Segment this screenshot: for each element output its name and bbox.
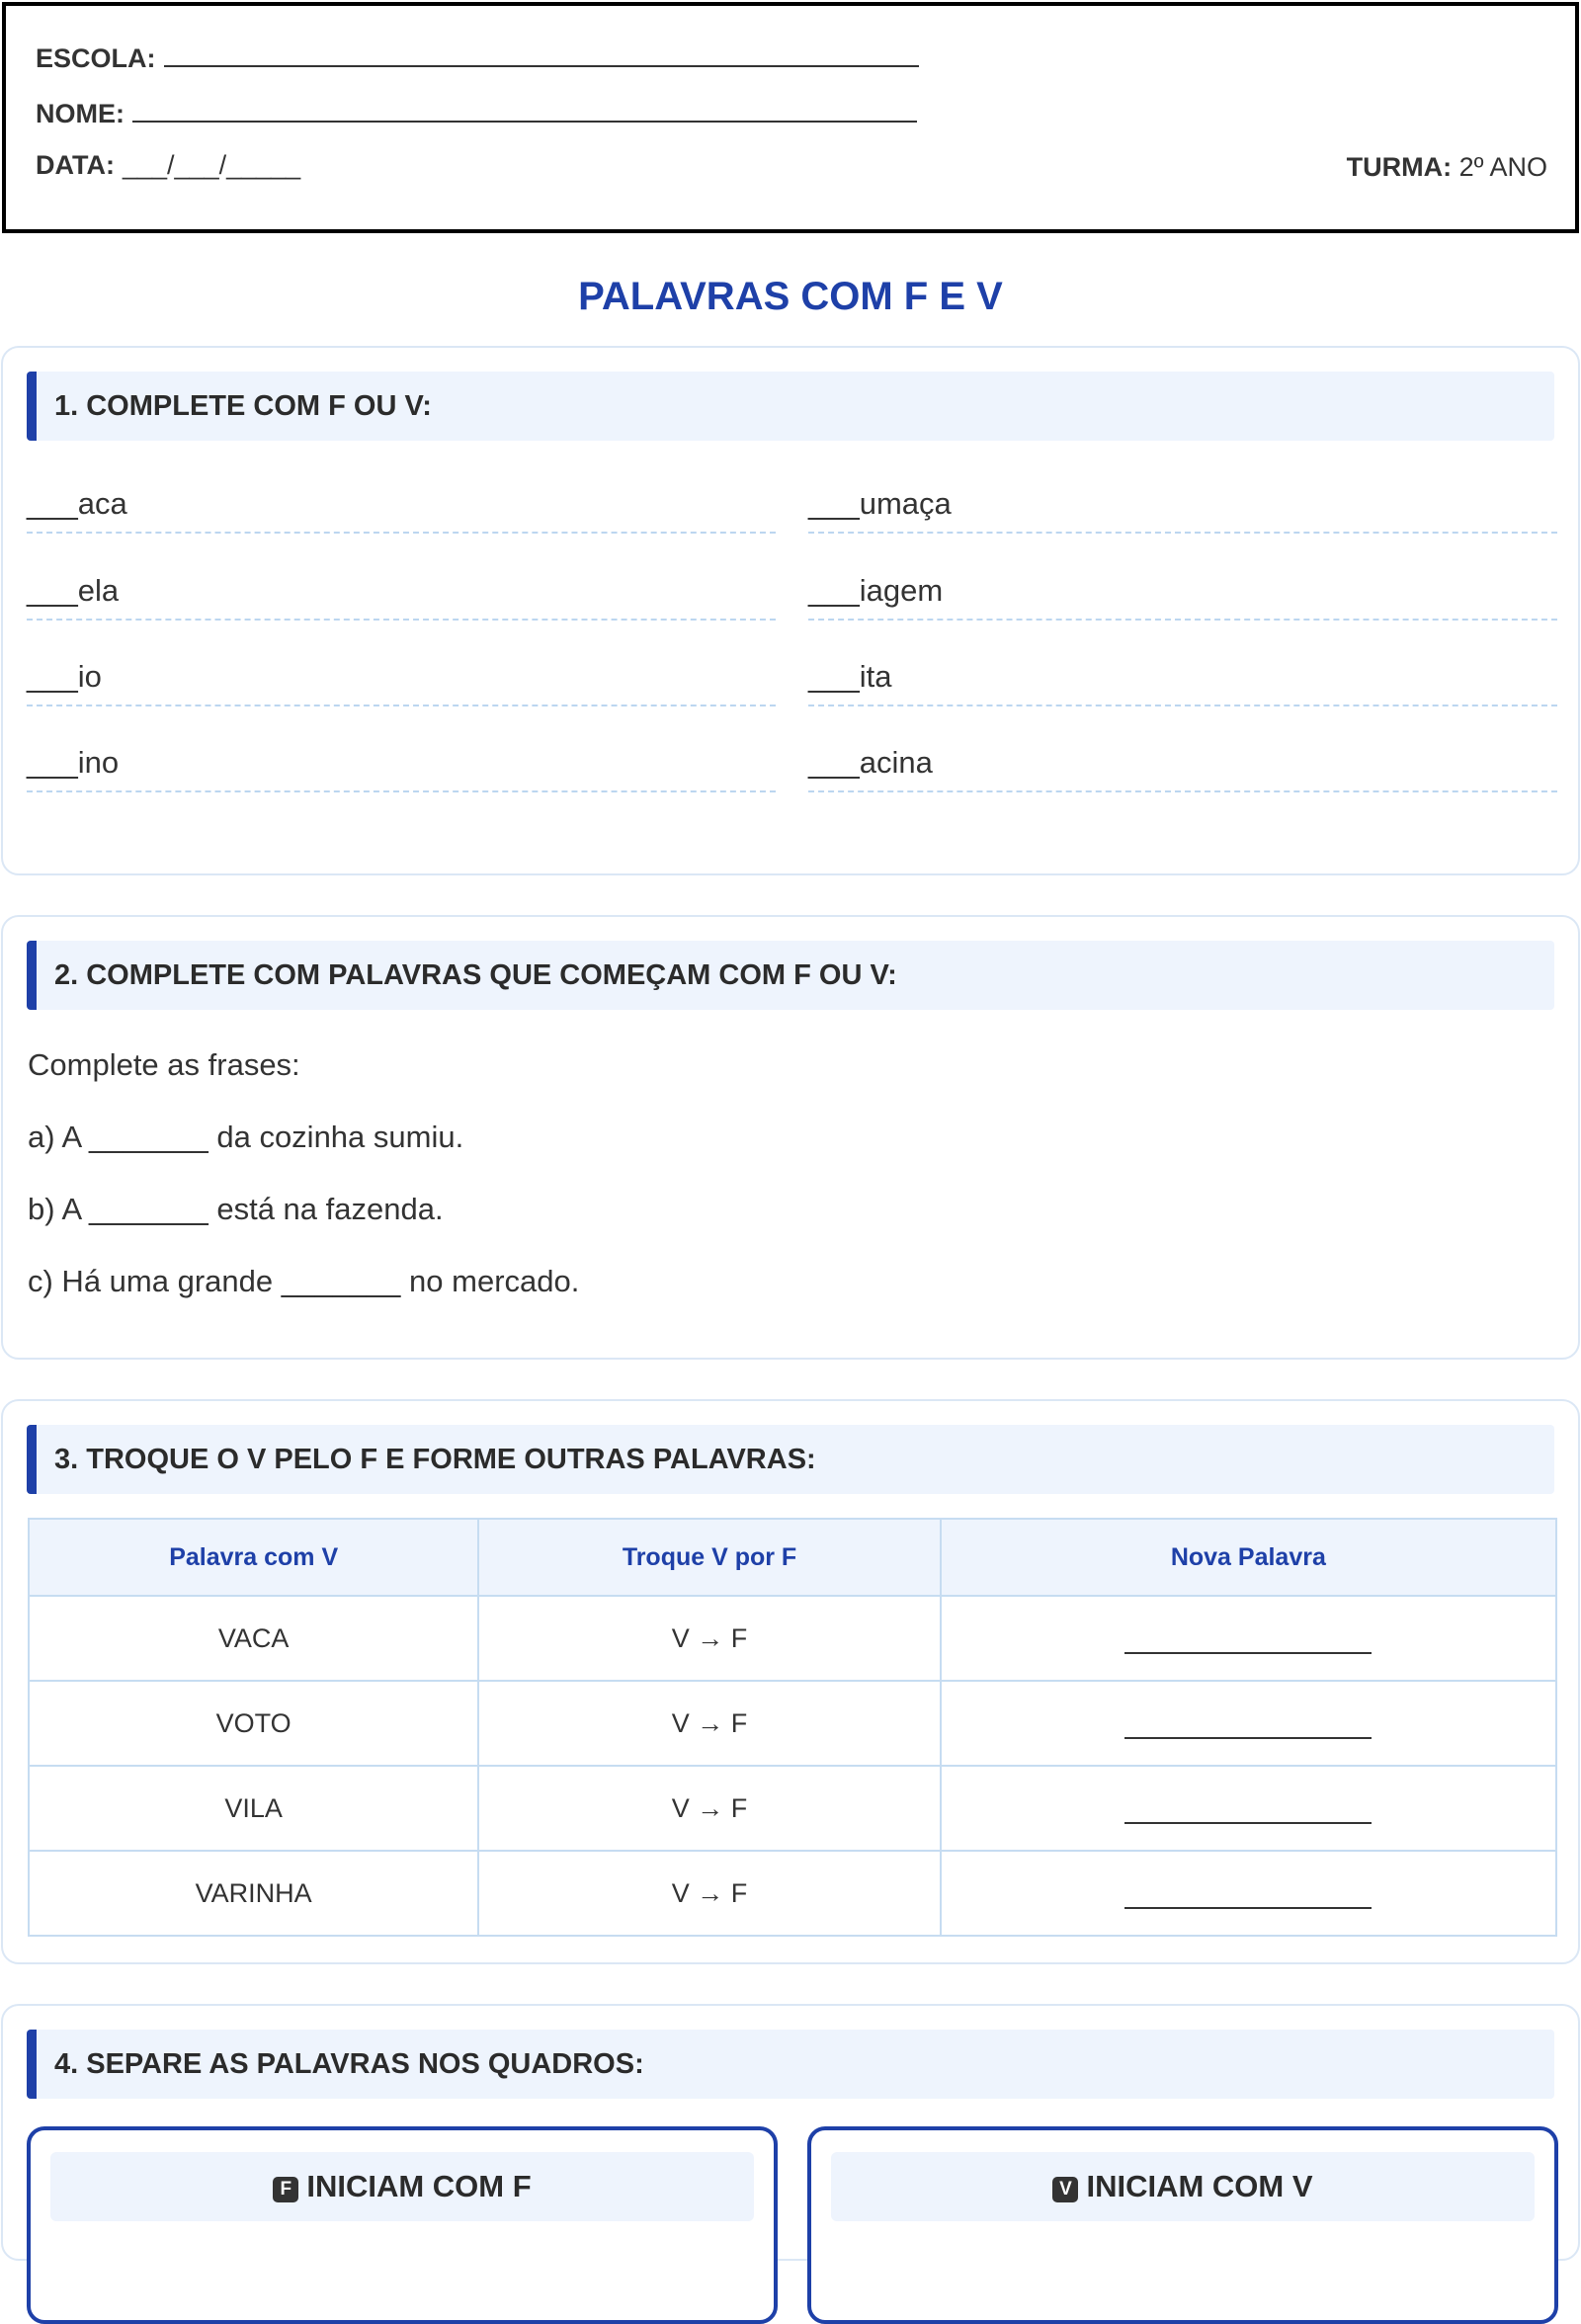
table-header-row (29, 1519, 1556, 1596)
word-swap-table (28, 1518, 1557, 1937)
table-row (29, 1596, 1556, 1681)
fill-item-right-3[interactable]: ___ita (808, 647, 1557, 706)
fill-item-left-3[interactable]: ___io (27, 647, 776, 706)
new-word-cell[interactable] (941, 1681, 1556, 1766)
escola-row (36, 40, 919, 74)
nome-field[interactable] (132, 95, 917, 123)
nome-label: NOME: (36, 99, 125, 128)
fill-item-left-2[interactable]: ___ela (27, 561, 776, 621)
fill-item-left-1[interactable]: ___aca (27, 474, 776, 534)
nome-row (36, 95, 917, 129)
swap-cell: V → F (478, 1681, 940, 1766)
section-4-heading: 4. SEPARE AS PALAVRAS NOS QUADROS: (27, 2030, 1554, 2099)
table-row (29, 1766, 1556, 1851)
letter-f-icon: F (273, 2177, 298, 2202)
sentence-c[interactable]: c) Há uma grande _______ no mercado. (28, 1264, 580, 1298)
answer-line[interactable] (1124, 1622, 1372, 1654)
data-field[interactable]: ___/___/_____ (122, 150, 301, 180)
box-f-label: INICIAM COM F (306, 2169, 532, 2203)
box-iniciam-com-v[interactable] (807, 2126, 1558, 2324)
column-header-new-word: Nova Palavra (941, 1519, 1556, 1596)
section-2-intro: Complete as frases: (28, 1047, 300, 1082)
fill-item-right-4[interactable]: ___acina (808, 733, 1557, 792)
page-title: PALAVRAS COM F E V (578, 275, 1003, 318)
box-f-heading (50, 2152, 754, 2221)
fill-item-left-4[interactable]: ___ino (27, 733, 776, 792)
section-3-card (1, 1399, 1580, 1964)
word-cell: VOTO (29, 1681, 478, 1766)
new-word-cell[interactable] (941, 1596, 1556, 1681)
sentence-a[interactable]: a) A _______ da cozinha sumiu. (28, 1120, 464, 1154)
answer-line[interactable] (1124, 1877, 1372, 1909)
column-header-word: Palavra com V (29, 1519, 478, 1596)
section-4-card (1, 2004, 1580, 2261)
student-info-header (2, 2, 1579, 233)
fill-item-right-1[interactable]: ___umaça (808, 474, 1557, 534)
column-header-swap: Troque V por F (478, 1519, 940, 1596)
new-word-cell[interactable] (941, 1851, 1556, 1936)
turma-label: TURMA: (1346, 152, 1453, 182)
data-label: DATA: (36, 150, 115, 180)
swap-cell: V → F (478, 1766, 940, 1851)
table-row (29, 1851, 1556, 1936)
answer-line[interactable] (1124, 1707, 1372, 1739)
answer-line[interactable] (1124, 1792, 1372, 1824)
letter-v-icon: V (1052, 2177, 1078, 2202)
box-iniciam-com-f[interactable] (27, 2126, 778, 2324)
fill-item-right-2[interactable]: ___iagem (808, 561, 1557, 621)
swap-cell: V → F (478, 1851, 940, 1936)
sentence-b[interactable]: b) A _______ está na fazenda. (28, 1192, 444, 1226)
data-row (36, 150, 300, 181)
section-3-heading: 3. TROQUE O V PELO F E FORME OUTRAS PALAVRAS: (27, 1425, 1554, 1494)
section-2-heading: 2. COMPLETE COM PALAVRAS QUE COMEÇAM COM F OU V: (27, 941, 1554, 1010)
section-1-card (1, 346, 1580, 875)
word-cell: VACA (29, 1596, 478, 1681)
turma-value: 2º ANO (1458, 152, 1547, 182)
section-2-card (1, 915, 1580, 1360)
word-cell: VARINHA (29, 1851, 478, 1936)
word-cell: VILA (29, 1766, 478, 1851)
turma (1347, 152, 1547, 183)
swap-cell: V → F (478, 1596, 940, 1681)
box-v-heading (831, 2152, 1535, 2221)
section-1-heading: 1. COMPLETE COM F OU V: (27, 372, 1554, 441)
escola-label: ESCOLA: (36, 43, 156, 73)
table-row (29, 1681, 1556, 1766)
escola-field[interactable] (164, 40, 919, 67)
box-v-label: INICIAM COM V (1086, 2169, 1313, 2203)
new-word-cell[interactable] (941, 1766, 1556, 1851)
